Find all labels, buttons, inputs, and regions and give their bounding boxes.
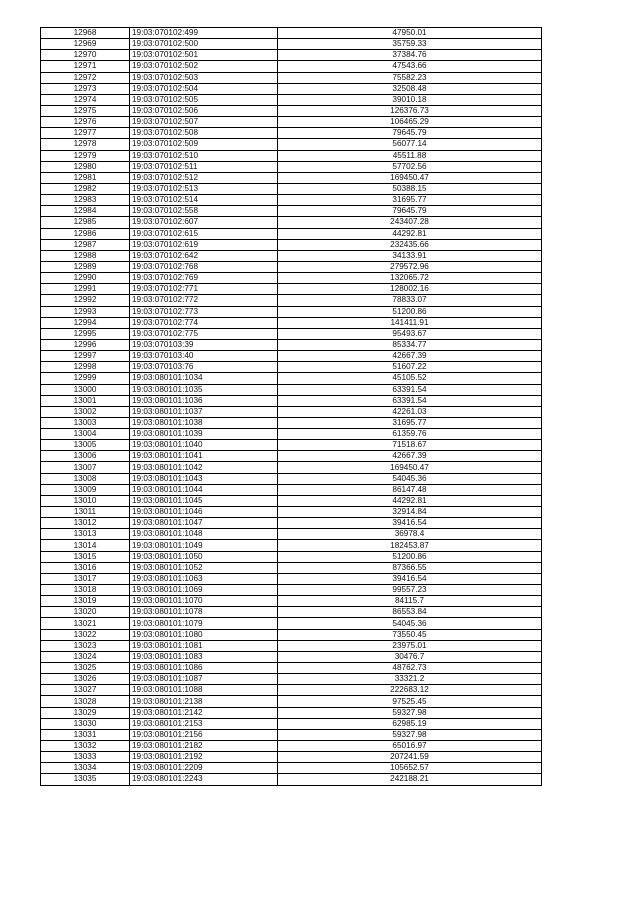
amount-cell: 36978.4: [278, 529, 542, 540]
table-row: [41, 139, 542, 150]
table-row: [41, 707, 542, 718]
cadastral-number-cell: 19:03:070102:504: [130, 83, 278, 94]
table-row: [41, 551, 542, 562]
table-row: [41, 150, 542, 161]
cadastral-number-cell: 19:03:080101:1043: [130, 473, 278, 484]
table-row: [41, 774, 542, 785]
row-number-cell: 12980: [41, 161, 130, 172]
cadastral-number-cell: 19:03:080101:2142: [130, 707, 278, 718]
amount-cell: 73550.45: [278, 629, 542, 640]
row-number-cell: 13032: [41, 741, 130, 752]
row-number-cell: 12997: [41, 351, 130, 362]
row-number-cell: 13030: [41, 718, 130, 729]
row-number-cell: 13033: [41, 752, 130, 763]
row-number-cell: 13017: [41, 573, 130, 584]
cadastral-number-cell: 19:03:070103:39: [130, 339, 278, 350]
row-number-cell: 12984: [41, 206, 130, 217]
amount-cell: 169450.47: [278, 462, 542, 473]
row-number-cell: 13010: [41, 495, 130, 506]
amount-cell: 95493.67: [278, 328, 542, 339]
cadastral-number-cell: 19:03:080101:1050: [130, 551, 278, 562]
cadastral-number-cell: 19:03:070102:510: [130, 150, 278, 161]
amount-cell: 132065.72: [278, 273, 542, 284]
row-number-cell: 12968: [41, 28, 130, 39]
cadastral-number-cell: 19:03:080101:1081: [130, 640, 278, 651]
amount-cell: 30476.7: [278, 651, 542, 662]
amount-cell: 84115.7: [278, 596, 542, 607]
table-row: [41, 273, 542, 284]
amount-cell: 62985.19: [278, 718, 542, 729]
table-row: [41, 629, 542, 640]
row-number-cell: 12983: [41, 195, 130, 206]
table-row: [41, 462, 542, 473]
cadastral-number-cell: 19:03:070102:508: [130, 128, 278, 139]
cadastral-number-cell: 19:03:070102:514: [130, 195, 278, 206]
table-row: [41, 94, 542, 105]
row-number-cell: 12979: [41, 150, 130, 161]
amount-cell: 243407.28: [278, 217, 542, 228]
amount-cell: 106465.29: [278, 117, 542, 128]
table-row: [41, 696, 542, 707]
table-row: [41, 729, 542, 740]
amount-cell: 56077.14: [278, 139, 542, 150]
row-number-cell: 12986: [41, 228, 130, 239]
amount-cell: 39416.54: [278, 518, 542, 529]
table-row: [41, 250, 542, 261]
amount-cell: 75582.23: [278, 72, 542, 83]
amount-cell: 86147.48: [278, 484, 542, 495]
table-row: [41, 440, 542, 451]
amount-cell: 78833.07: [278, 295, 542, 306]
table-row: [41, 295, 542, 306]
table-row: [41, 763, 542, 774]
table-row: [41, 306, 542, 317]
table-row: [41, 495, 542, 506]
row-number-cell: 13005: [41, 440, 130, 451]
row-number-cell: 13004: [41, 429, 130, 440]
cadastral-number-cell: 19:03:080101:1035: [130, 384, 278, 395]
row-number-cell: 12987: [41, 239, 130, 250]
amount-cell: 57702.56: [278, 161, 542, 172]
cadastral-number-cell: 19:03:080101:2243: [130, 774, 278, 785]
table-row: [41, 596, 542, 607]
cadastral-number-cell: 19:03:070102:768: [130, 261, 278, 272]
cadastral-number-cell: 19:03:080101:1048: [130, 529, 278, 540]
cadastral-number-cell: 19:03:080101:2182: [130, 741, 278, 752]
cadastral-number-cell: 19:03:070103:76: [130, 362, 278, 373]
row-number-cell: 12978: [41, 139, 130, 150]
amount-cell: 51200.86: [278, 306, 542, 317]
row-number-cell: 12991: [41, 284, 130, 295]
amount-cell: 71518.67: [278, 440, 542, 451]
table-row: [41, 128, 542, 139]
table-row: [41, 183, 542, 194]
row-number-cell: 12972: [41, 72, 130, 83]
row-number-cell: 12973: [41, 83, 130, 94]
cadastral-number-cell: 19:03:080101:1083: [130, 651, 278, 662]
amount-cell: 63391.54: [278, 384, 542, 395]
row-number-cell: 13034: [41, 763, 130, 774]
cadastral-number-cell: 19:03:080101:2138: [130, 696, 278, 707]
cadastral-number-cell: 19:03:080101:1047: [130, 518, 278, 529]
table-row: [41, 484, 542, 495]
row-number-cell: 12981: [41, 172, 130, 183]
table-row: [41, 39, 542, 50]
amount-cell: 169450.47: [278, 172, 542, 183]
table-row: [41, 206, 542, 217]
row-number-cell: 12969: [41, 39, 130, 50]
row-number-cell: 12985: [41, 217, 130, 228]
row-number-cell: 13031: [41, 729, 130, 740]
row-number-cell: 13023: [41, 640, 130, 651]
cadastral-number-cell: 19:03:080101:1042: [130, 462, 278, 473]
cadastral-number-cell: 19:03:080101:1044: [130, 484, 278, 495]
table-row: [41, 585, 542, 596]
row-number-cell: 13026: [41, 674, 130, 685]
row-number-cell: 13020: [41, 607, 130, 618]
amount-cell: 79645.79: [278, 128, 542, 139]
amount-cell: 32508.48: [278, 83, 542, 94]
table-row: [41, 28, 542, 39]
row-number-cell: 13014: [41, 540, 130, 551]
table-row: [41, 395, 542, 406]
cadastral-number-cell: 19:03:080101:1070: [130, 596, 278, 607]
table-row: [41, 339, 542, 350]
table-row: [41, 674, 542, 685]
amount-cell: 86553.84: [278, 607, 542, 618]
cadastral-number-cell: 19:03:070102:507: [130, 117, 278, 128]
cadastral-number-cell: 19:03:080101:1034: [130, 373, 278, 384]
amount-cell: 23975.01: [278, 640, 542, 651]
amount-cell: 105652.57: [278, 763, 542, 774]
row-number-cell: 13000: [41, 384, 130, 395]
table-row: [41, 685, 542, 696]
cadastral-number-cell: 19:03:070102:775: [130, 328, 278, 339]
row-number-cell: 13012: [41, 518, 130, 529]
amount-cell: 44292.81: [278, 495, 542, 506]
cadastral-number-cell: 19:03:080101:1052: [130, 562, 278, 573]
row-number-cell: 12977: [41, 128, 130, 139]
amount-cell: 126376.73: [278, 105, 542, 116]
table-row: [41, 618, 542, 629]
cadastral-number-cell: 19:03:080101:1036: [130, 395, 278, 406]
row-number-cell: 13002: [41, 406, 130, 417]
table-row: [41, 741, 542, 752]
cadastral-number-cell: 19:03:080101:1087: [130, 674, 278, 685]
row-number-cell: 13019: [41, 596, 130, 607]
table-row: [41, 328, 542, 339]
amount-cell: 63391.54: [278, 395, 542, 406]
cadastral-number-cell: 19:03:070102:774: [130, 317, 278, 328]
row-number-cell: 13016: [41, 562, 130, 573]
row-number-cell: 13007: [41, 462, 130, 473]
amount-cell: 42667.39: [278, 351, 542, 362]
table-row: [41, 451, 542, 462]
amount-cell: 35759.33: [278, 39, 542, 50]
cadastral-number-cell: 19:03:080101:2209: [130, 763, 278, 774]
cadastral-number-cell: 19:03:080101:1086: [130, 663, 278, 674]
cadastral-number-cell: 19:03:070102:558: [130, 206, 278, 217]
cadastral-number-cell: 19:03:070102:502: [130, 61, 278, 72]
table-row: [41, 518, 542, 529]
amount-cell: 65016.97: [278, 741, 542, 752]
cadastral-number-cell: 19:03:080101:1039: [130, 429, 278, 440]
amount-cell: 50388.15: [278, 183, 542, 194]
row-number-cell: 13018: [41, 585, 130, 596]
row-number-cell: 12988: [41, 250, 130, 261]
cadastral-number-cell: 19:03:070102:772: [130, 295, 278, 306]
row-number-cell: 12975: [41, 105, 130, 116]
table-row: [41, 607, 542, 618]
cadastral-number-cell: 19:03:070102:642: [130, 250, 278, 261]
amount-cell: 207241.59: [278, 752, 542, 763]
table-row: [41, 228, 542, 239]
amount-cell: 54045.36: [278, 473, 542, 484]
row-number-cell: 13022: [41, 629, 130, 640]
cadastral-number-cell: 19:03:080101:2153: [130, 718, 278, 729]
amount-cell: 34133.91: [278, 250, 542, 261]
table-row: [41, 651, 542, 662]
amount-cell: 47950.01: [278, 28, 542, 39]
amount-cell: 42667.39: [278, 451, 542, 462]
table-row: [41, 562, 542, 573]
row-number-cell: 13021: [41, 618, 130, 629]
table-row: [41, 239, 542, 250]
table-row: [41, 105, 542, 116]
cadastral-number-cell: 19:03:070102:499: [130, 28, 278, 39]
table-row: [41, 195, 542, 206]
cadastral-number-cell: 19:03:080101:1069: [130, 585, 278, 596]
table-row: [41, 61, 542, 72]
table-row: [41, 83, 542, 94]
cadastral-number-cell: 19:03:080101:1049: [130, 540, 278, 551]
amount-cell: 54045.36: [278, 618, 542, 629]
row-number-cell: 13029: [41, 707, 130, 718]
amount-cell: 182453.87: [278, 540, 542, 551]
row-number-cell: 12989: [41, 261, 130, 272]
amount-cell: 44292.81: [278, 228, 542, 239]
amount-cell: 59327.98: [278, 729, 542, 740]
cadastral-number-cell: 19:03:080101:1038: [130, 417, 278, 428]
cadastral-number-cell: 19:03:080101:1088: [130, 685, 278, 696]
row-number-cell: 12974: [41, 94, 130, 105]
row-number-cell: 12976: [41, 117, 130, 128]
row-number-cell: 13028: [41, 696, 130, 707]
amount-cell: 39010.18: [278, 94, 542, 105]
amount-cell: 51200.86: [278, 551, 542, 562]
cadastral-number-cell: 19:03:070102:513: [130, 183, 278, 194]
data-table: [40, 27, 542, 786]
table-row: [41, 362, 542, 373]
table-row: [41, 640, 542, 651]
row-number-cell: 13025: [41, 663, 130, 674]
table-row: [41, 663, 542, 674]
cadastral-number-cell: 19:03:080101:1078: [130, 607, 278, 618]
amount-cell: 87366.55: [278, 562, 542, 573]
table-row: [41, 373, 542, 384]
row-number-cell: 12970: [41, 50, 130, 61]
cadastral-number-cell: 19:03:080101:1063: [130, 573, 278, 584]
table-row: [41, 529, 542, 540]
row-number-cell: 12996: [41, 339, 130, 350]
cadastral-number-cell: 19:03:070102:607: [130, 217, 278, 228]
table-row: [41, 72, 542, 83]
amount-cell: 32914.84: [278, 507, 542, 518]
table-row: [41, 172, 542, 183]
cadastral-number-cell: 19:03:080101:2192: [130, 752, 278, 763]
row-number-cell: 12971: [41, 61, 130, 72]
amount-cell: 42261.03: [278, 406, 542, 417]
table-row: [41, 718, 542, 729]
cadastral-number-cell: 19:03:070102:501: [130, 50, 278, 61]
row-number-cell: 12993: [41, 306, 130, 317]
table-row: [41, 317, 542, 328]
table-row: [41, 217, 542, 228]
amount-cell: 279572.96: [278, 261, 542, 272]
table-row: [41, 573, 542, 584]
amount-cell: 47543.66: [278, 61, 542, 72]
cadastral-number-cell: 19:03:080101:2156: [130, 729, 278, 740]
row-number-cell: 13013: [41, 529, 130, 540]
amount-cell: 39416.54: [278, 573, 542, 584]
cadastral-number-cell: 19:03:080101:1046: [130, 507, 278, 518]
table-row: [41, 406, 542, 417]
table-row: [41, 429, 542, 440]
table-row: [41, 351, 542, 362]
table-row: [41, 50, 542, 61]
cadastral-number-cell: 19:03:070102:771: [130, 284, 278, 295]
row-number-cell: 12982: [41, 183, 130, 194]
row-number-cell: 12999: [41, 373, 130, 384]
amount-cell: 128002.16: [278, 284, 542, 295]
table-row: [41, 507, 542, 518]
cadastral-number-cell: 19:03:070103:40: [130, 351, 278, 362]
cadastral-number-cell: 19:03:070102:512: [130, 172, 278, 183]
amount-cell: 222683.12: [278, 685, 542, 696]
cadastral-number-cell: 19:03:080101:1040: [130, 440, 278, 451]
cadastral-number-cell: 19:03:080101:1037: [130, 406, 278, 417]
table-row: [41, 384, 542, 395]
amount-cell: 85334.77: [278, 339, 542, 350]
amount-cell: 31695.77: [278, 195, 542, 206]
cadastral-number-cell: 19:03:070102:506: [130, 105, 278, 116]
row-number-cell: 12994: [41, 317, 130, 328]
row-number-cell: 12992: [41, 295, 130, 306]
cadastral-number-cell: 19:03:080101:1045: [130, 495, 278, 506]
table-row: [41, 417, 542, 428]
row-number-cell: 13006: [41, 451, 130, 462]
table-row: [41, 161, 542, 172]
row-number-cell: 12998: [41, 362, 130, 373]
cadastral-number-cell: 19:03:070102:773: [130, 306, 278, 317]
table-row: [41, 752, 542, 763]
amount-cell: 37384.76: [278, 50, 542, 61]
row-number-cell: 13015: [41, 551, 130, 562]
amount-cell: 45105.52: [278, 373, 542, 384]
amount-cell: 33321.2: [278, 674, 542, 685]
cadastral-number-cell: 19:03:080101:1041: [130, 451, 278, 462]
row-number-cell: 13011: [41, 507, 130, 518]
cadastral-number-cell: 19:03:070102:503: [130, 72, 278, 83]
cadastral-number-cell: 19:03:070102:505: [130, 94, 278, 105]
table-row: [41, 261, 542, 272]
table-row: [41, 284, 542, 295]
row-number-cell: 13003: [41, 417, 130, 428]
amount-cell: 48762.73: [278, 663, 542, 674]
row-number-cell: 13035: [41, 774, 130, 785]
amount-cell: 141411.91: [278, 317, 542, 328]
amount-cell: 51607.22: [278, 362, 542, 373]
row-number-cell: 13001: [41, 395, 130, 406]
row-number-cell: 13009: [41, 484, 130, 495]
cadastral-number-cell: 19:03:070102:615: [130, 228, 278, 239]
amount-cell: 31695.77: [278, 417, 542, 428]
amount-cell: 232435.66: [278, 239, 542, 250]
amount-cell: 79645.79: [278, 206, 542, 217]
cadastral-number-cell: 19:03:070102:769: [130, 273, 278, 284]
cadastral-number-cell: 19:03:080101:1079: [130, 618, 278, 629]
table-row: [41, 117, 542, 128]
row-number-cell: 13027: [41, 685, 130, 696]
cadastral-number-cell: 19:03:070102:619: [130, 239, 278, 250]
table-body: [41, 28, 542, 786]
amount-cell: 97525.45: [278, 696, 542, 707]
amount-cell: 61359.76: [278, 429, 542, 440]
cadastral-number-cell: 19:03:070102:511: [130, 161, 278, 172]
row-number-cell: 13008: [41, 473, 130, 484]
cadastral-number-cell: 19:03:080101:1080: [130, 629, 278, 640]
row-number-cell: 13024: [41, 651, 130, 662]
table-row: [41, 540, 542, 551]
amount-cell: 59327.98: [278, 707, 542, 718]
row-number-cell: 12990: [41, 273, 130, 284]
row-number-cell: 12995: [41, 328, 130, 339]
amount-cell: 242188.21: [278, 774, 542, 785]
table-row: [41, 473, 542, 484]
cadastral-number-cell: 19:03:070102:500: [130, 39, 278, 50]
amount-cell: 45511.88: [278, 150, 542, 161]
cadastral-number-cell: 19:03:070102:509: [130, 139, 278, 150]
amount-cell: 99557.23: [278, 585, 542, 596]
